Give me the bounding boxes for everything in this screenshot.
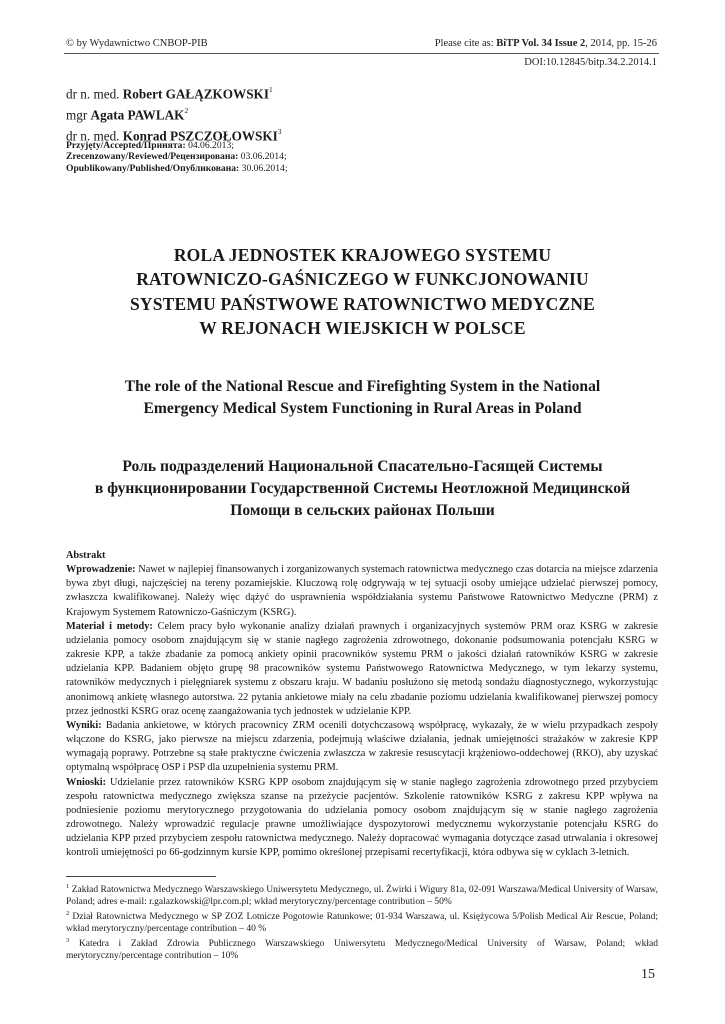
author-title: mgr	[66, 107, 88, 123]
section-label: Materiał i metody:	[66, 620, 153, 632]
header-copyright: © by Wydawnictwo CNBOP-PIB	[66, 38, 208, 49]
footnote-3	[66, 935, 658, 962]
reviewed-value: 03.06.2014;	[240, 151, 287, 163]
section-text: Celem pracy było wykonanie analizy działań prawnych i organizacyjnych systemów PRM oraz KSRG w zakresie udzielania pomocy osobom znajdującym się w stanie nagłego zagrożenia zdrowotnego, dokonanie podsumowania potencjału KSRG w zakresie KPP, a także zbadanie za pomocą ankiety opinii pracowników systemu PRM o jakości działań ratowników KSRG w zakresie udzielania KPP. Badaniem objęto grupę 98 pracowników systemu Państwowego Ratownictwa Medycznego, w tym lekarzy systemu, ratowników medycznych i pielęgniarek systemu z obszaru kraju. W badaniu posłużono się metodą sondażu diagnostycznego, wykorzystując anonimową ankietę własnego autorstwa. 22 pytania ankietowe miały na celu zbadanie poziomu udzielania kwalifikowanej pierwszej pomocy przez jednostki KSRG oraz ocenę zaangażowania tych jednostek w udzielanie KPP.	[66, 620, 658, 717]
published-label: Opublikowany/Published/Опубликована:	[66, 162, 240, 174]
footnote-2	[66, 908, 658, 935]
author-name: Konrad PSZCZOŁOWSKI	[122, 128, 278, 144]
reviewed-label: Zrecenzowany/Reviewed/Рецензирована:	[66, 151, 239, 163]
title-polish	[64, 243, 661, 340]
footnote-mark: 2	[66, 910, 70, 918]
citation-prefix: Please cite as:	[434, 38, 497, 49]
section-label: Wyniki:	[66, 719, 102, 731]
footnotes	[66, 881, 658, 962]
citation-journal: BiTP Vol. 34 Issue 2	[496, 38, 586, 49]
author-2	[66, 103, 282, 124]
footnote-divider	[66, 876, 216, 877]
author-affiliation-mark: 1	[268, 85, 273, 94]
page-number: 15	[641, 967, 655, 982]
author-name: Agata PAWLAK	[90, 107, 185, 123]
footnote-mark: 1	[66, 883, 70, 890]
title-line: Emergency Medical System Functioning in Rural Areas in Poland	[143, 399, 582, 417]
title-english	[64, 376, 661, 419]
abstract-conclusions	[66, 776, 658, 861]
author-list	[66, 82, 282, 145]
published-date	[66, 163, 287, 174]
section-text: Udzielanie przez ratowników KSRG KPP osobom znajdującym się w stanie nagłego zagrożenia zdrowotnego przed przybyciem zespołu ratownictwa medycznego zwiększa szanse na przeżycie pacjentów. Szkolenie ratowników KSRG z zakresu KPP wpływa na podniesienie poziomu merytorycznego przygotowania do udzielania pomocy osobom znajdującym się w stanie nagłego zagrożenia zdrowotnego. Należy wprowadzić regulacje prawne umożliwiające dyspozytorowi medycznemu wykorzystanie potencjału KSRG do udzielania KPP przed przybyciem zespołu ratownictwa medycznego. Należy dopracować wymagania dotyczące zasad utrwalania i okresowej kontroli umiejętności po 66-godzinnym kursie KPP, pomimo określonej przepisami recertyfikacji, która odbywa się w cyklach 3-letnich.	[66, 776, 658, 859]
author-affiliation-mark: 2	[184, 105, 189, 115]
reviewed-date	[66, 151, 287, 162]
abstract-methods	[66, 620, 658, 719]
footnote-1	[66, 881, 658, 908]
title-line: The role of the National Rescue and Firefighting System in the National	[124, 378, 601, 395]
accepted-label: Przyjęty/Accepted/Принята:	[66, 140, 186, 151]
section-label: Wprowadzenie:	[66, 564, 136, 576]
abstract	[66, 549, 658, 860]
accepted-date	[66, 140, 287, 151]
citation-suffix: , 2014, pp. 15-26	[585, 38, 657, 49]
abstract-heading: Abstrakt	[66, 550, 106, 561]
title-line: ROLA JEDNOSTEK KRAJOWEGO SYSTEMU	[173, 245, 552, 265]
author-1	[66, 82, 282, 103]
header-citation	[435, 37, 657, 50]
author-title: dr n. med.	[66, 86, 120, 102]
footnote-text: Zakład Ratownictwa Medycznego Warszawskiego Uniwersytetu Medycznego, ul. Żwirki i Wigury 81a, 02-091 Warszawa/Medical University of Warsaw, Poland; adres e-mail: r.galazkowski@lpr.com.pl; wkład merytoryczny/percentage contribution – 50%	[66, 885, 658, 908]
doi: DOI:10.12845/bitp.34.2.2014.1	[524, 57, 657, 68]
abstract-introduction	[66, 563, 658, 620]
title-russian	[64, 456, 661, 522]
author-affiliation-mark: 3	[277, 126, 282, 136]
title-line: W REJONACH WIEJSKICH W POLSCE	[199, 317, 526, 338]
footnote-mark: 3	[66, 937, 70, 945]
author-name: Robert GAŁĄZKOWSKI	[122, 86, 269, 102]
published-value: 30.06.2014;	[241, 162, 288, 174]
publication-dates	[66, 140, 287, 174]
title-line: в функционировании Государственной Системы Неотложной Медицинской	[94, 480, 631, 497]
title-line: SYSTEMU PAŃSTWOWE RATOWNICTWO MEDYCZNE	[129, 293, 596, 314]
section-text: Nawet w najlepiej finansowanych i zorganizowanych systemach ratownictwa medycznego czas dotarcia na miejsce zdarzenia bywa zbyt długi, najczęściej na tereny pozamiejskie. Kluczową rolę odgrywają w tej sytuacji osoby umiejące udzielać pierwszej pomocy, zwłaszcza kwalifikowanej. Należy więc dążyć do usprawnienia współdziałania systemu Państwowe Ratownictwo Medyczne (PRM) z Krajowym Systemem Ratowniczo-Gaśniczym (KSRG).	[66, 564, 658, 618]
footnote-text: Katedra i Zakład Zdrowia Publicznego Warszawskiego Uniwersytetu Medycznego/Medical University of Warsaw, Poland; wkład merytoryczny/percentage contribution – 10%	[66, 939, 658, 962]
accepted-value: 04.06.2013;	[188, 140, 234, 151]
title-line: Роль подразделений Национальной Спасательно-Гасящей Системы	[122, 458, 603, 475]
section-text: Badania ankietowe, w których pracownicy ZRM ocenili dotychczasową współpracę, wykazały, że w wielu przypadkach zespoły włączone do KSRG, jako pierwsze na miejscu zdarzenia, podejmują właściwe działania, jednak umiejętności strażaków w zakresie KPP wymagają poprawy. Potrzebne są stałe praktyczne ćwiczenia zwłaszcza w zakresie resuscytacji krążeniowo-oddechowej (RKO), aby uzyskać optymalną współpracę OSP i PSP dla uzupełnienia systemu PRM.	[66, 719, 658, 774]
title-line: Помощи в сельских районах Польши	[230, 502, 495, 519]
footnote-text: Dział Ratownictwa Medycznego w SP ZOZ Lotnicze Pogotowie Ratunkowe; 01-934 Warszawa, ul. Księżycowa 5/Polish Medical Air Rescue, Poland; wkład merytoryczny/percentage contribution – 40 %	[66, 912, 658, 935]
abstract-results	[66, 719, 658, 776]
title-line: RATOWNICZO-GAŚNICZEGO W FUNKCJONOWANIU	[136, 269, 589, 290]
section-label: Wnioski:	[66, 776, 107, 788]
author-title: dr n. med.	[66, 128, 120, 144]
header-divider	[64, 53, 659, 54]
